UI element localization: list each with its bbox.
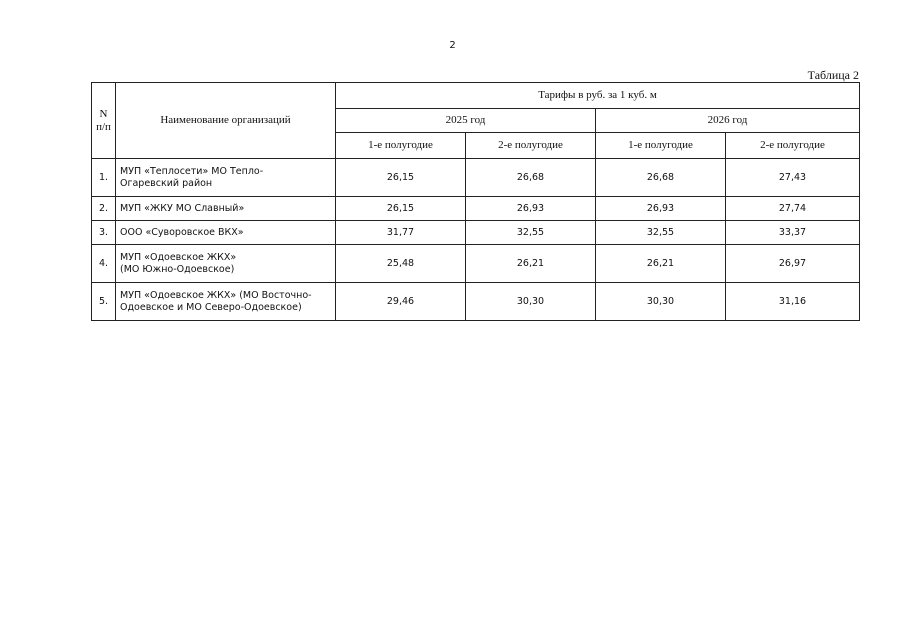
header-half-2-2025: 2-е полугодие <box>466 133 596 159</box>
tariff-value: 32,55 <box>596 221 726 245</box>
tariff-value: 26,68 <box>596 159 726 197</box>
table-row <box>92 221 860 245</box>
tariff-value: 26,15 <box>336 159 466 197</box>
tariff-value: 30,30 <box>466 283 596 321</box>
header-tariffs: Тарифы в руб. за 1 куб. м <box>336 83 860 109</box>
row-number: 3. <box>92 221 116 245</box>
organization-name: МУП «Одоевское ЖКХ» (МО Восточно- Одоевское и МО Северо-Одоевское) <box>116 283 336 321</box>
tariff-value: 26,93 <box>466 197 596 221</box>
tariff-value: 27,74 <box>726 197 860 221</box>
tariff-value: 25,48 <box>336 245 466 283</box>
table-row <box>92 245 860 283</box>
header-half-2-2026: 2-е полугодие <box>726 133 860 159</box>
tariff-value: 29,46 <box>336 283 466 321</box>
header-num: N п/п <box>92 83 116 159</box>
row-number: 1. <box>92 159 116 197</box>
page-number: 2 <box>449 40 456 51</box>
table-row <box>92 197 860 221</box>
tariff-value: 32,55 <box>466 221 596 245</box>
tariff-value: 33,37 <box>726 221 860 245</box>
tariff-value: 26,21 <box>596 245 726 283</box>
row-number: 4. <box>92 245 116 283</box>
header-year-2025: 2025 год <box>336 109 596 133</box>
organization-name: ООО «Суворовское ВКХ» <box>116 221 336 245</box>
header-half-1-2026: 1-е полугодие <box>596 133 726 159</box>
tariff-value: 26,68 <box>466 159 596 197</box>
table-row <box>92 159 860 197</box>
tariff-value: 26,97 <box>726 245 860 283</box>
tariff-value: 30,30 <box>596 283 726 321</box>
row-number: 5. <box>92 283 116 321</box>
tariff-value: 31,16 <box>726 283 860 321</box>
header-organization: Наименование организаций <box>116 83 336 159</box>
organization-name: МУП «Теплосети» МО Тепло- Огаревский район <box>116 159 336 197</box>
header-year-2026: 2026 год <box>596 109 860 133</box>
organization-name: МУП «Одоевское ЖКХ» (МО Южно-Одоевское) <box>116 245 336 283</box>
table-row <box>92 283 860 321</box>
tariff-value: 27,43 <box>726 159 860 197</box>
row-number: 2. <box>92 197 116 221</box>
table-caption: Таблица 2 <box>807 68 859 82</box>
tariff-value: 26,21 <box>466 245 596 283</box>
header-half-1-2025: 1-е полугодие <box>336 133 466 159</box>
tariff-value: 31,77 <box>336 221 466 245</box>
organization-name: МУП «ЖКУ МО Славный» <box>116 197 336 221</box>
tariff-value: 26,93 <box>596 197 726 221</box>
tariff-table <box>91 82 860 321</box>
tariff-value: 26,15 <box>336 197 466 221</box>
